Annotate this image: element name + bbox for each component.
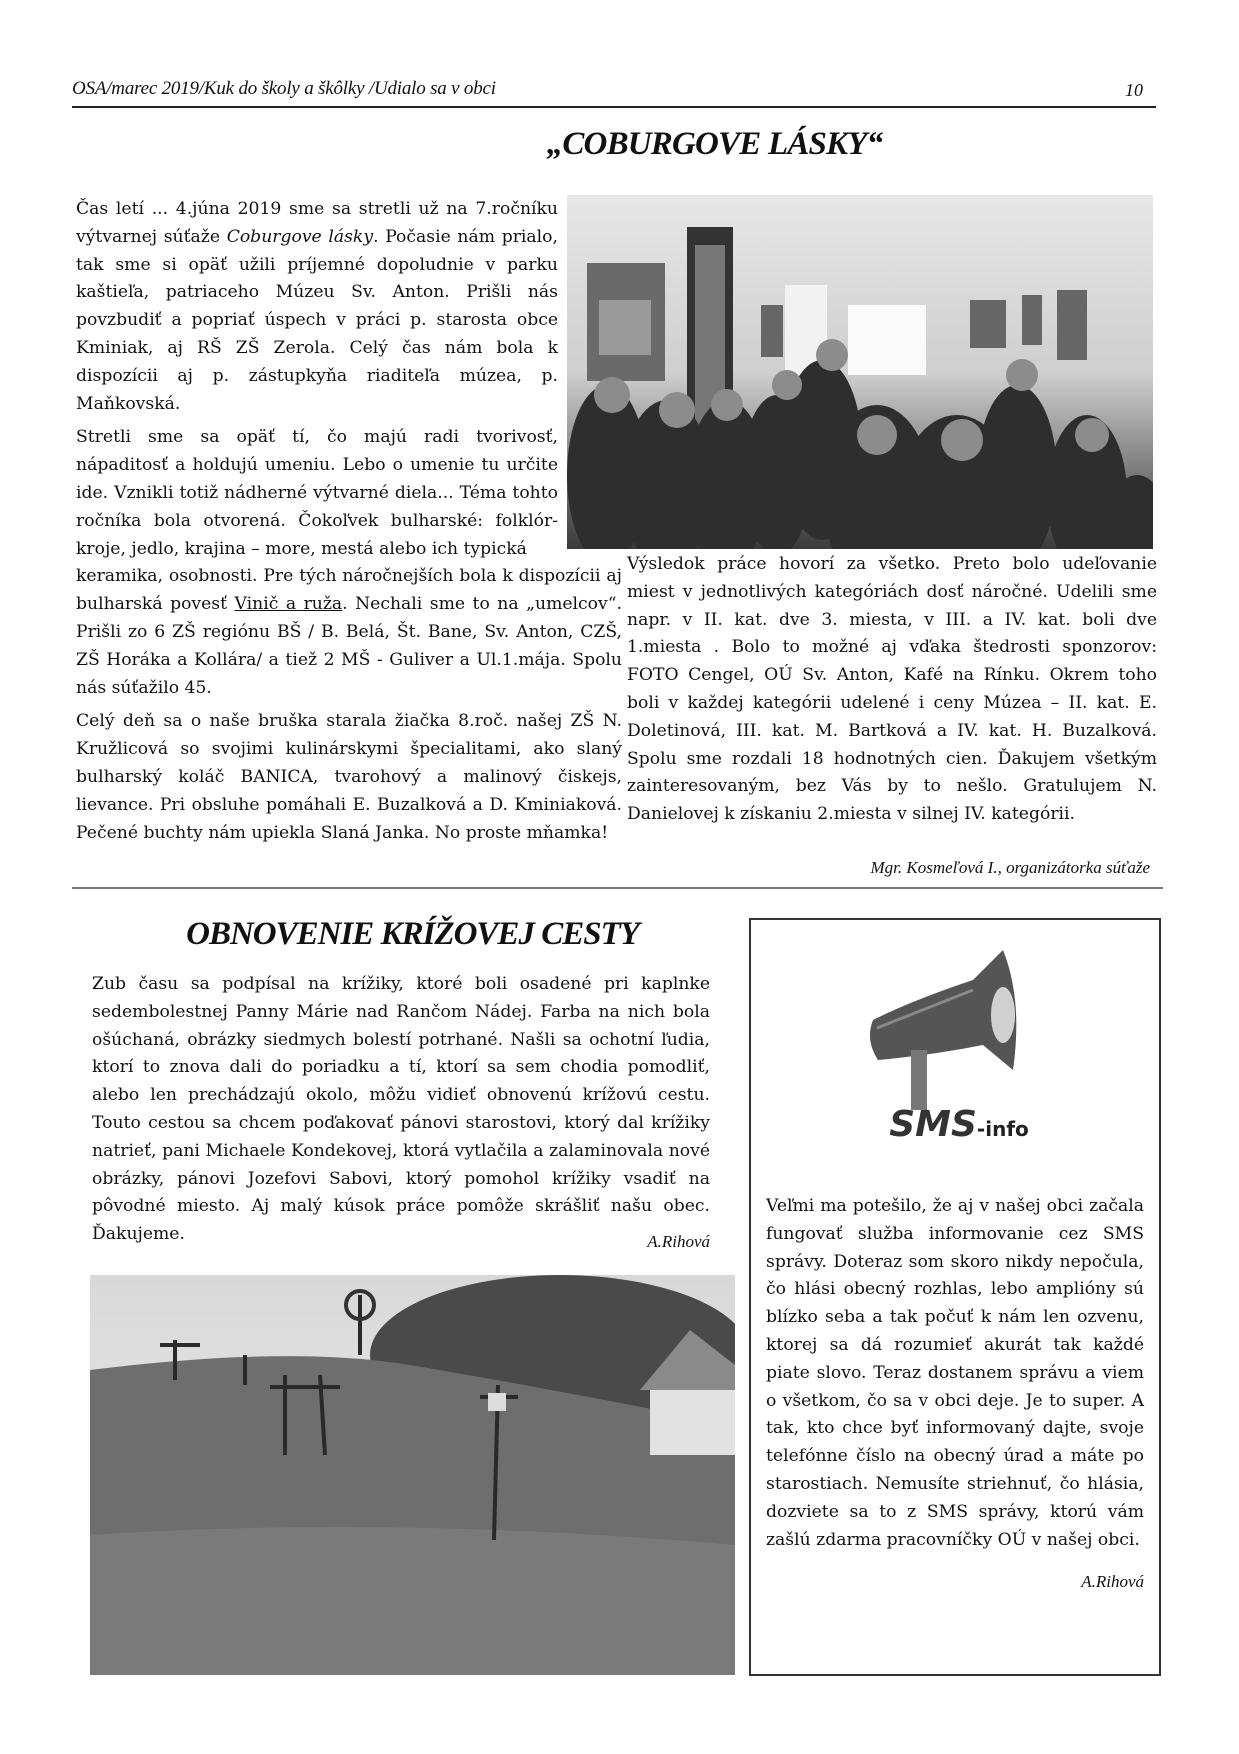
article-title-coburgove-lasky: „COBURGOVE LÁSKY“ <box>546 126 883 162</box>
article1-paragraph-2a: Stretli sme sa opäť tí, čo majú radi tvorivosť, nápaditosť a holdujú umeniu. Lebo o umenie tu určite ide. Vznikli totiž nádherné výtvarné diela... Téma tohto ročníka bola otvorená. Čokoľvek bulharské: folklór-kroje, jedlo, krajina – more, mestá alebo ich typická <box>76 427 558 559</box>
sms-info-logo <box>853 940 1065 1160</box>
photo-crosses-on-hill <box>90 1275 735 1675</box>
article1-right-column: Výsledok práce hovorí za všetko. Preto bolo udeľovanie miest v jednotlivých kategóriách dosť náročné. Udelili sme napr. v II. kat. dve 3. miesta, v III. a IV. kat. boli dve 1.miesta . Bolo to možné aj vďaka štedrosti sponzorov: FOTO Cengel, OÚ Sv. Anton, Kafé na Rínku. Okrem toho boli v každej kategórii udelené i ceny Múzea – II. kat. E. Doletinová, III. kat. M. Bartková a IV. kat. H. Buzalková. Spolu sme rozdali 18 hodnotných cien. Ďakujem všetkým zainteresovaným, bez Vás by to nešlo. Gratulujem N. Danielovej k získaniu 2.miesta v silnej IV. kategórii. <box>627 554 1157 825</box>
article2-signature: A.Rihová <box>647 1232 710 1251</box>
sms-info-text: Veľmi ma potešilo, že aj v našej obci začala fungovať služba informovanie cez SMS správy. Doteraz som skoro nikdy nepočula, čo hlási obecný rozhlas, lebo amplióny sú blízko seba a tak počuť k nám len ozvenu, ktorej sa dá rozumieť akurát tak každé piate slovo. Teraz dostanem správu a viem o všetkom, čo sa v obci deje. Je to super. A tak, kto chce byť informovaný dajte, svoje telefónne číslo na obecný úrad a máte po starostiach. Nemusíte striehnuť, čo hlásia, dozviete sa to z SMS správy, ktorú vám zašlú zdarma pracovníčky OÚ v našej obci. <box>766 1196 1144 1550</box>
article1-paragraph-2b: keramika, osobnosti. Pre tých náročnejších bola k dispozícii aj bulharská povesť Vinič a ruža. Nechali sme to na „umelcov“. Prišli zo 6 ZŠ regiónu BŠ / B. Belá, Št. Bane, Sv. Anton, CZŠ, ZŠ Horáka a Kollára/ a tiež 2 MŠ - Guliver a Ul.1.mája. Spolu nás súťažilo 45. <box>76 566 622 698</box>
article2-text: Zub času sa podpísal na krížiky, ktoré boli osadené pri kaplnke sedembolestnej Panny Márie nad Rančom Nádej. Farba na nich bola ošúchaná, obrázky siedmych bolestí potrhané. Našli sa ochotní ľudia, ktorí to znova dali do poriadku a tí, ktorí sa sem chodia pomodliť, alebo len prechádzajú okolo, môžu vidieť obnovenú krížovú cestu. Touto cestou sa chcem poďakovať pánovi starostovi, ktorý dal krížiky natrieť, pani Michaele Kondekovej, ktorá vytlačila a zalaminovala nové obrázky, pánovi Jozefovi Sabovi, ktorý pomohol krížiky vsadiť na pôvodné miesto. Aj malý kúsok práce pomôže skrášliť našu obec. Ďakujeme. <box>92 974 710 1245</box>
article1-left-column <box>76 196 622 853</box>
story-title-vinic-a-ruza: Vinič a ruža <box>234 594 343 615</box>
megaphone-icon <box>853 940 1065 1130</box>
running-header: OSA/marec 2019/Kuk do školy a škôlky /Udialo sa v obci <box>72 78 496 99</box>
page-number: 10 <box>1125 80 1143 100</box>
photo-children-in-museum <box>567 195 1153 549</box>
sms-logo-suffix: -info <box>976 1117 1029 1141</box>
article1-paragraph-1: Čas letí ... 4.júna 2019 sme sa stretli už na 7.ročníku výtvarnej súťaže Coburgove lásky. Počasie nám prialo, tak sme si opäť užili príjemné dopoludnie v parku kaštieľa, patriaceho Múzeu Sv. Anton. Prišli nás povzbudiť a popriať úspech v práci p. starosta obce Kminiak, aj RŠ ZŠ Zerola. Celý čas nám bola k dispozícii aj p. zástupkyňa riaditeľa múzea, p. Maňkovská. <box>76 199 558 414</box>
sms-logo-text: SMS <box>889 1104 977 1145</box>
header-rule <box>72 106 1156 108</box>
article1-signature: Mgr. Kosmeľová I., organizátorka súťaže <box>870 858 1150 877</box>
section-separator <box>72 887 1163 889</box>
article-title-krizova-cesta: OBNOVENIE KRÍŽOVEJ CESTY <box>186 916 639 952</box>
sms-box-signature: A.Rihová <box>1081 1572 1144 1591</box>
article1-paragraph-3: Celý deň sa o naše bruška starala žiačka 8.roč. našej ZŠ N. Kružlicová so svojimi kulinárskymi špecialitami, ako slaný bulharský koláč BANICA, tvarohový a malinový čiskejs, lievance. Pri obsluhe pomáhali E. Buzalková a D. Kminiaková. Pečené buchty nám upiekla Slaná Janka. No proste mňamka! <box>76 711 622 843</box>
